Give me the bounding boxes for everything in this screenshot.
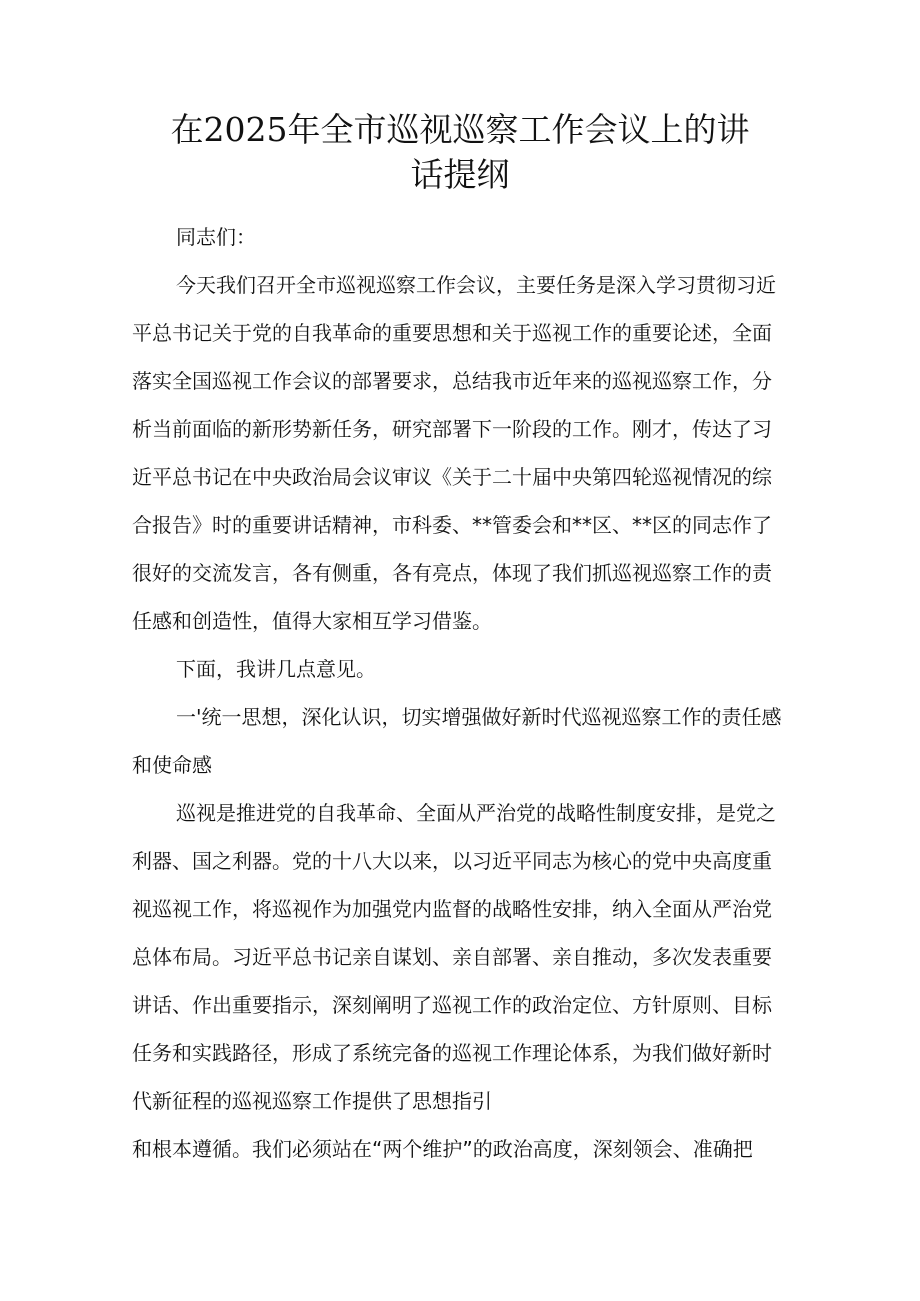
document-body [132, 261, 792, 1173]
body-line: 讲话、作出重要指示，深刻阐明了巡视工作的政治定位、方针原则、目标 [132, 993, 772, 1017]
body-line: 今天我们召开全市巡视巡察工作会议，主要任务是深入学习贯彻习近 [176, 273, 776, 297]
body-line: 利器、国之利器。党的十八大以来，以习近平同志为核心的党中央高度重 [132, 849, 772, 873]
salutation: 同志们： [176, 225, 256, 249]
body-line: 很好的交流发言，各有侧重，各有亮点，体现了我们抓巡视巡察工作的责 [132, 561, 772, 585]
body-line: 和使命感 [132, 753, 212, 777]
body-line: 和根本遵循。我们必须站在“两个维护”的政治高度，深刻领会、准确把 [132, 1137, 753, 1161]
body-line: 平总书记关于党的自我革命的重要思想和关于巡视工作的重要论述，全面 [132, 321, 772, 345]
body-line: 总体布局。习近平总书记亲自谋划、亲自部署、亲自推动，多次发表重要 [132, 945, 772, 969]
body-line: 巡视是推进党的自我革命、全面从严治党的战略性制度安排，是党之 [176, 801, 776, 825]
title-line-1: 在2025年全市巡视巡察工作会议上的讲 [170, 110, 750, 149]
body-line: 析当前面临的新形势新任务，研究部署下一阶段的工作。刚才，传达了习 [132, 417, 772, 441]
body-line: 合报告》时的重要讲话精神，市科委、**管委会和**区、**区的同志作了 [132, 513, 772, 537]
title-line-2: 话提纲 [410, 155, 510, 194]
body-line: 任感和创造性，值得大家相互学习借鉴。 [132, 609, 492, 633]
body-line: 一'统一思想，深化认识，切实增强做好新时代巡视巡察工作的责任感 [176, 705, 782, 729]
document-title [160, 107, 760, 197]
body-line: 下面，我讲几点意见。 [176, 657, 376, 681]
body-line: 落实全国巡视工作会议的部署要求，总结我市近年来的巡视巡察工作，分 [132, 369, 772, 393]
body-line: 近平总书记在中央政治局会议审议《关于二十届中央第四轮巡视情况的综 [132, 465, 772, 489]
salutation-block [132, 213, 792, 261]
body-line: 视巡视工作，将巡视作为加强党内监督的战略性安排，纳入全面从严治党 [132, 897, 772, 921]
body-line: 代新征程的巡视巡察工作提供了思想指引 [132, 1089, 492, 1113]
body-line: 任务和实践路径，形成了系统完备的巡视工作理论体系，为我们做好新时 [132, 1041, 772, 1065]
